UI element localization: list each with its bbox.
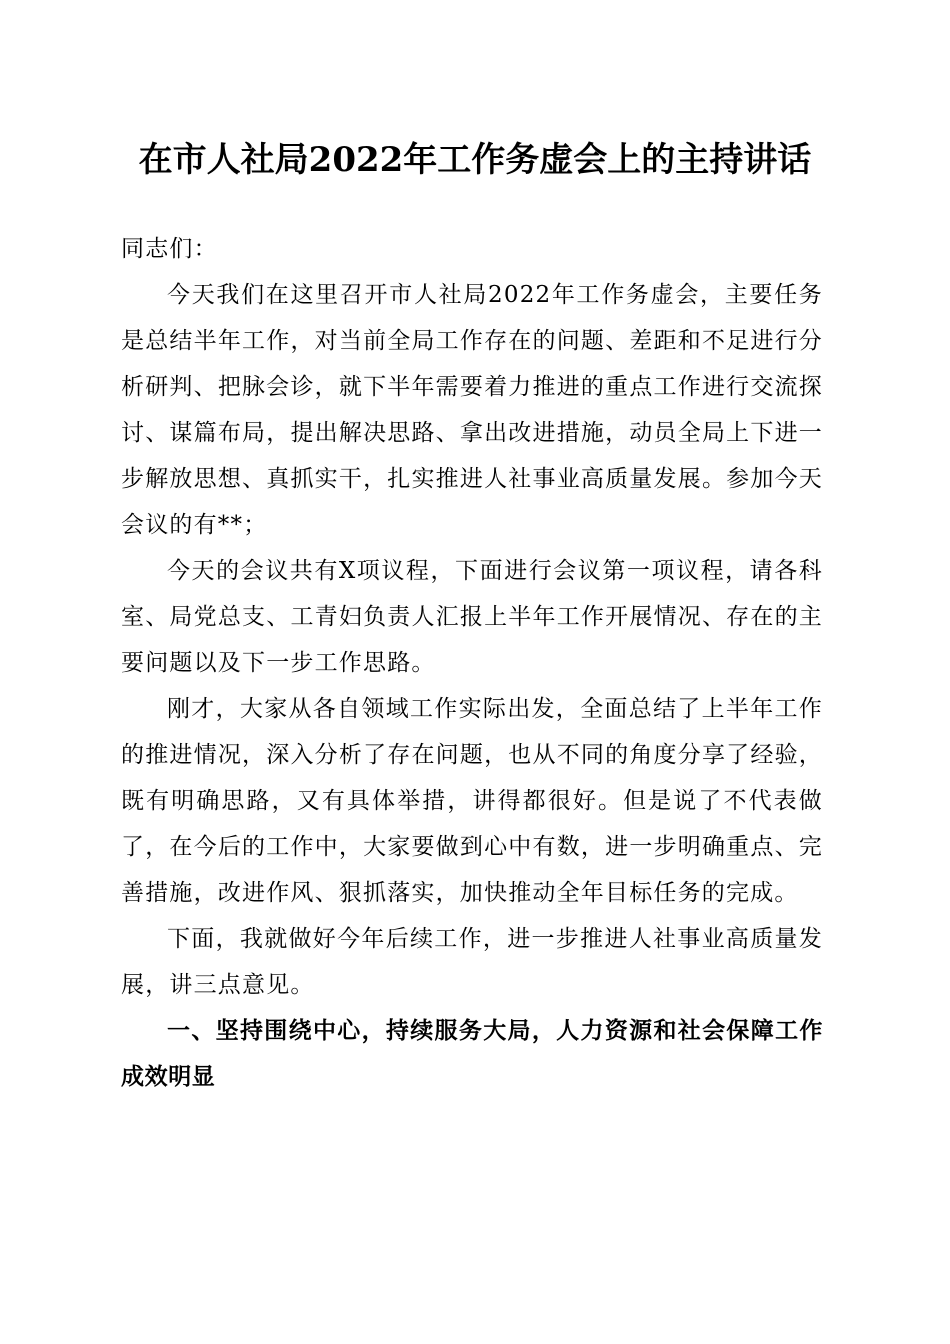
document-title: 在市人社局2022年工作务虚会上的主持讲话 xyxy=(138,140,812,180)
paragraph-4: 下面，我就做好今年后续工作，进一步推进人社事业高质量发展，讲三点意见。 xyxy=(121,926,823,998)
paragraph-1: 今天我们在这里召开市人社局2022年工作务虚会，主要任务是总结半年工作，对当前全局工作存在的问题、差距和不足进行分析研判、把脉会诊，就下半年需要着力推进的重点工作进行交流探讨、谋篇布局，提出解决思路、拿出改进措施，动员全局上下进一步解放思想、真抓实干，扎实推进人社事业高质量发展。参加今天会议的有**； xyxy=(121,282,823,538)
section-heading-1: 一、坚持围绕中心，持续服务大局，人力资源和社会保障工作成效明显 xyxy=(121,1018,823,1090)
paragraph-3: 刚才，大家从各自领域工作实际出发，全面总结了上半年工作的推进情况，深入分析了存在问题，也从不同的角度分享了经验，既有明确思路，又有具体举措，讲得都很好。但是说了不代表做了，在今后的工作中，大家要做到心中有数，进一步明确重点、完善措施，改进作风、狠抓落实，加快推动全年目标任务的完成。 xyxy=(121,696,823,906)
salutation: 同志们： xyxy=(121,236,218,262)
document-body xyxy=(121,226,823,1100)
paragraph-2: 今天的会议共有X项议程，下面进行会议第一项议程，请各科室、局党总支、工青妇负责人汇报上半年工作开展情况、存在的主要问题以及下一步工作思路。 xyxy=(121,558,823,676)
